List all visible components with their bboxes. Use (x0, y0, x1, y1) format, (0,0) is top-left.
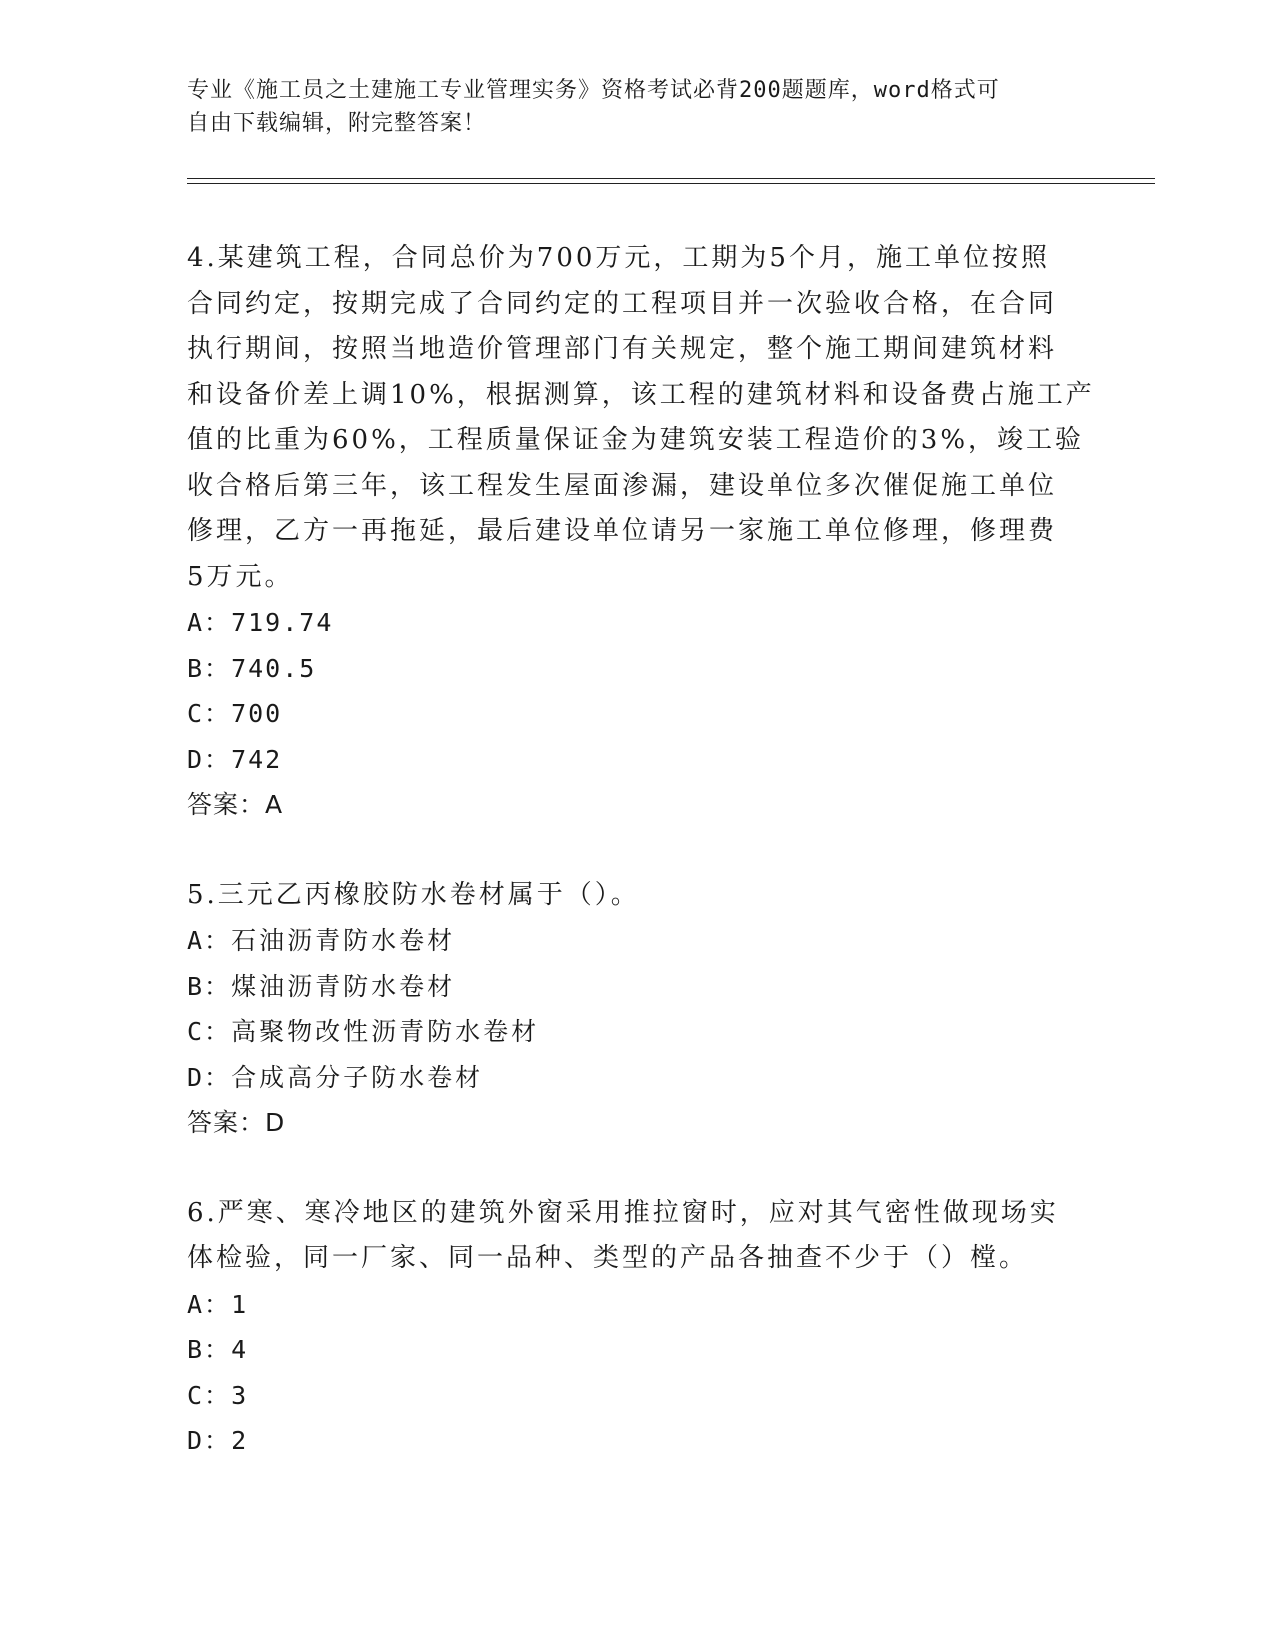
option-a (187, 600, 1087, 646)
option-text: 4 (231, 1335, 249, 1364)
option-key: A： (187, 1289, 232, 1319)
option-c (187, 691, 1087, 737)
option-c (187, 1373, 1087, 1419)
question-6 (187, 1191, 1087, 1464)
question-stem-line: 合同约定，按期完成了合同约定的工程项目并一次验收合格，在合同 (187, 288, 1058, 319)
header-title-line-2: 自由下载编辑，附完整答案！ (187, 111, 487, 136)
question-stem-line: 5.三元乙丙橡胶防水卷材属于（）。 (187, 879, 640, 910)
option-b (187, 646, 1087, 692)
question-stem-line: 收合格后第三年，该工程发生屋面渗漏，建设单位多次催促施工单位 (187, 470, 1058, 501)
option-key: A： (187, 926, 232, 955)
option-a (187, 1282, 1087, 1328)
option-text: 742 (231, 744, 283, 774)
question-stem-line: 5万元。 (187, 561, 294, 592)
option-text: 高聚物改性沥青防水卷材 (231, 1017, 540, 1046)
option-key: B： (187, 1335, 232, 1364)
option-d (187, 1055, 1087, 1101)
header-divider-bottom (187, 183, 1155, 184)
option-d (187, 737, 1087, 783)
option-key: A： (187, 608, 232, 637)
option-key: D： (187, 744, 232, 774)
question-stem-line: 6.严寒、寒冷地区的建筑外窗采用推拉窗时，应对其气密性做现场实 (187, 1197, 1059, 1228)
option-text: 3 (231, 1380, 249, 1410)
option-text: 石油沥青防水卷材 (231, 926, 456, 955)
option-key: C： (187, 699, 232, 728)
option-b (187, 1327, 1087, 1373)
question-spacer (187, 828, 1087, 873)
option-text: 2 (231, 1426, 249, 1455)
option-c (187, 1009, 1087, 1055)
answer-line: 答案：D (187, 1108, 286, 1137)
option-key: B： (187, 653, 232, 683)
option-text: 719.74 (231, 608, 334, 637)
question-stem-line: 执行期间，按照当地造价管理部门有关规定，整个施工期间建筑材料 (187, 334, 1058, 364)
question-stem-line: 和设备价差上调10%，根据测算，该工程的建筑材料和设备费占施工产 (187, 379, 1095, 410)
option-key: D： (187, 1426, 232, 1455)
option-d (187, 1418, 1087, 1464)
question-stem-line: 4.某建筑工程，合同总价为700万元，工期为5个月，施工单位按照 (187, 243, 1050, 273)
option-text: 740.5 (231, 653, 317, 683)
question-4 (187, 236, 1095, 828)
header-divider-top (187, 178, 1155, 179)
option-text: 煤油沥青防水卷材 (231, 971, 456, 1001)
option-b (187, 964, 1087, 1010)
option-key: D： (187, 1062, 232, 1092)
document-header (187, 74, 1067, 140)
option-key: C： (187, 1017, 232, 1046)
question-stem-line: 值的比重为60%，工程质量保证金为建筑安装工程造价的3%，竣工验 (187, 425, 1085, 455)
answer-line: 答案：A (187, 790, 284, 819)
option-text: 1 (231, 1289, 249, 1319)
question-spacer (187, 1146, 1087, 1191)
option-a (187, 918, 1087, 964)
option-text: 合成高分子防水卷材 (231, 1062, 484, 1092)
question-5 (187, 873, 1087, 1146)
header-title-line-1: 专业《施工员之土建施工专业管理实务》资格考试必背200题题库，word格式可 (187, 78, 1000, 103)
question-stem-line: 修理，乙方一再拖延，最后建设单位请另一家施工单位修理，修理费 (187, 516, 1058, 546)
question-list (187, 236, 1095, 1464)
question-stem-line: 体检验，同一厂家、同一品种、类型的产品各抽查不少于（）樘。 (187, 1243, 1029, 1273)
option-text: 700 (231, 699, 283, 728)
option-key: C： (187, 1380, 232, 1410)
option-key: B： (187, 971, 232, 1001)
